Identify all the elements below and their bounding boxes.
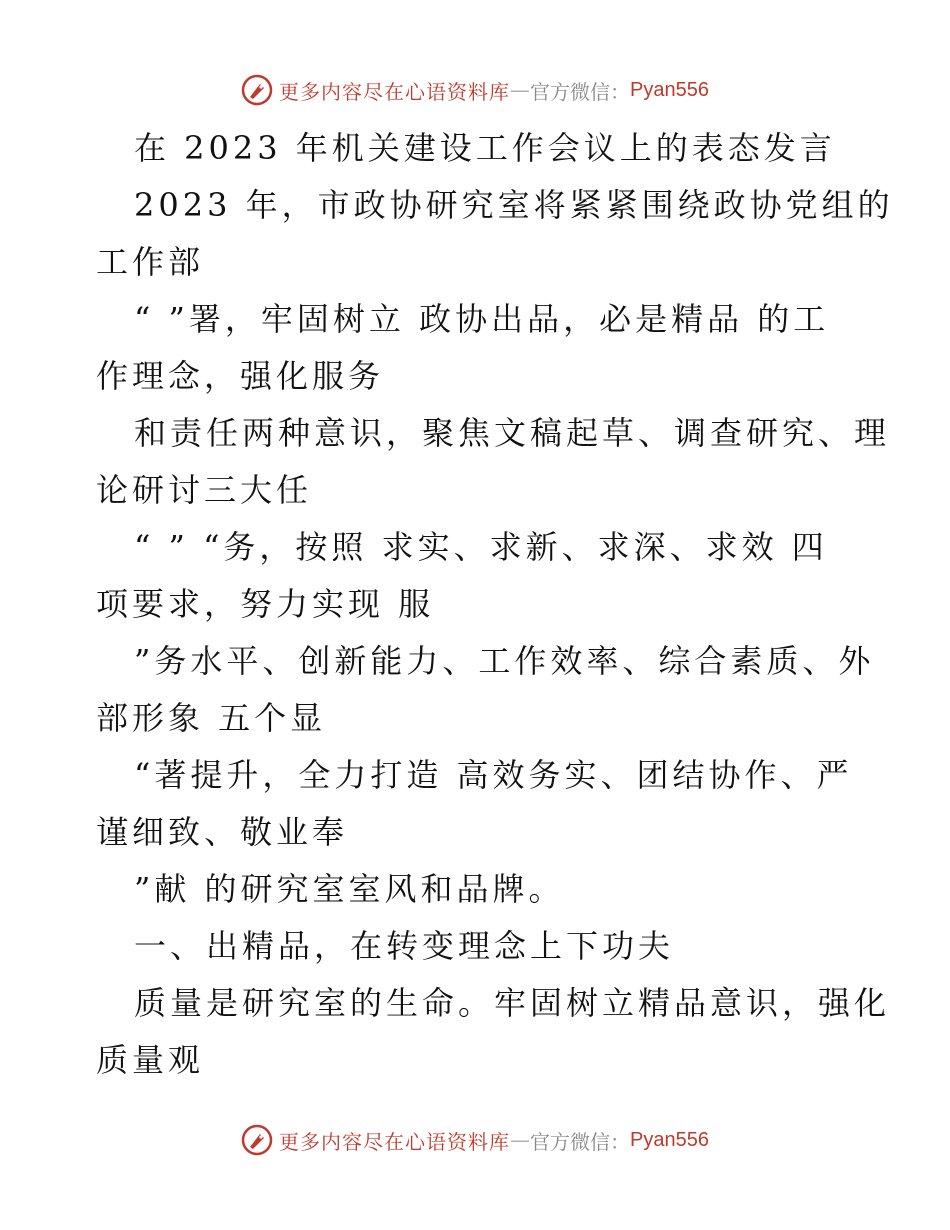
banner-wechat-id: Pyan556 xyxy=(630,1128,709,1151)
paragraph-line: 2023 年，市政协研究室将紧紧围绕政协党组的 xyxy=(134,186,894,224)
paragraph-line: “ ” “务，按照 求实、求新、求深、求效 四 xyxy=(134,528,828,566)
banner-text: 更多内容尽在心语资料库 xyxy=(279,79,511,104)
paragraph-line: 部形象 五个显 xyxy=(96,699,327,737)
paragraph-line: 和责任两种意识，聚焦文稿起草、调查研究、理 xyxy=(134,414,891,452)
paragraph-line: “ ”署，牢固树立 政协出品，必是精品 的工 xyxy=(134,300,830,338)
paragraph-line: “著提升，全力打造 高效务实、团结协作、严 xyxy=(134,756,853,794)
paragraph-line: 质量是研究室的生命。牢固树立精品意识，强化 xyxy=(134,984,891,1022)
paragraph-line: ”务水平、创新能力、工作效率、综合素质、外 xyxy=(134,642,875,680)
banner-wechat-label: 官方微信： xyxy=(530,1129,631,1154)
section-heading: 一、出精品，在转变理念上下功夫 xyxy=(134,927,675,965)
banner-wechat-label: 官方微信： xyxy=(530,79,631,104)
paragraph-line: 质量观 xyxy=(96,1041,205,1079)
document-title: 在 2023 年机关建设工作会议上的表态发言 xyxy=(134,129,836,167)
paragraph-line: 论研讨三大任 xyxy=(96,471,313,509)
banner-dash: — xyxy=(510,78,531,102)
paragraph-line: 项要求，努力实现 服 xyxy=(96,585,435,623)
document-body xyxy=(96,120,894,1089)
paragraph-line: 工作部 xyxy=(96,243,205,281)
footer-watermark-banner xyxy=(0,1120,950,1160)
banner-wechat-id: Pyan556 xyxy=(630,78,709,101)
paragraph-line: 谨细致、敬业奉 xyxy=(96,813,349,851)
banner-text: 更多内容尽在心语资料库 xyxy=(279,1129,511,1154)
pen-nib-icon xyxy=(241,1124,273,1156)
paragraph-line: 作理念，强化服务 xyxy=(96,357,385,395)
banner-dash: — xyxy=(510,1128,531,1152)
paragraph-line: ”献 的研究室室风和品牌。 xyxy=(134,870,565,908)
pen-nib-icon xyxy=(241,74,273,106)
header-watermark-banner xyxy=(0,70,950,110)
